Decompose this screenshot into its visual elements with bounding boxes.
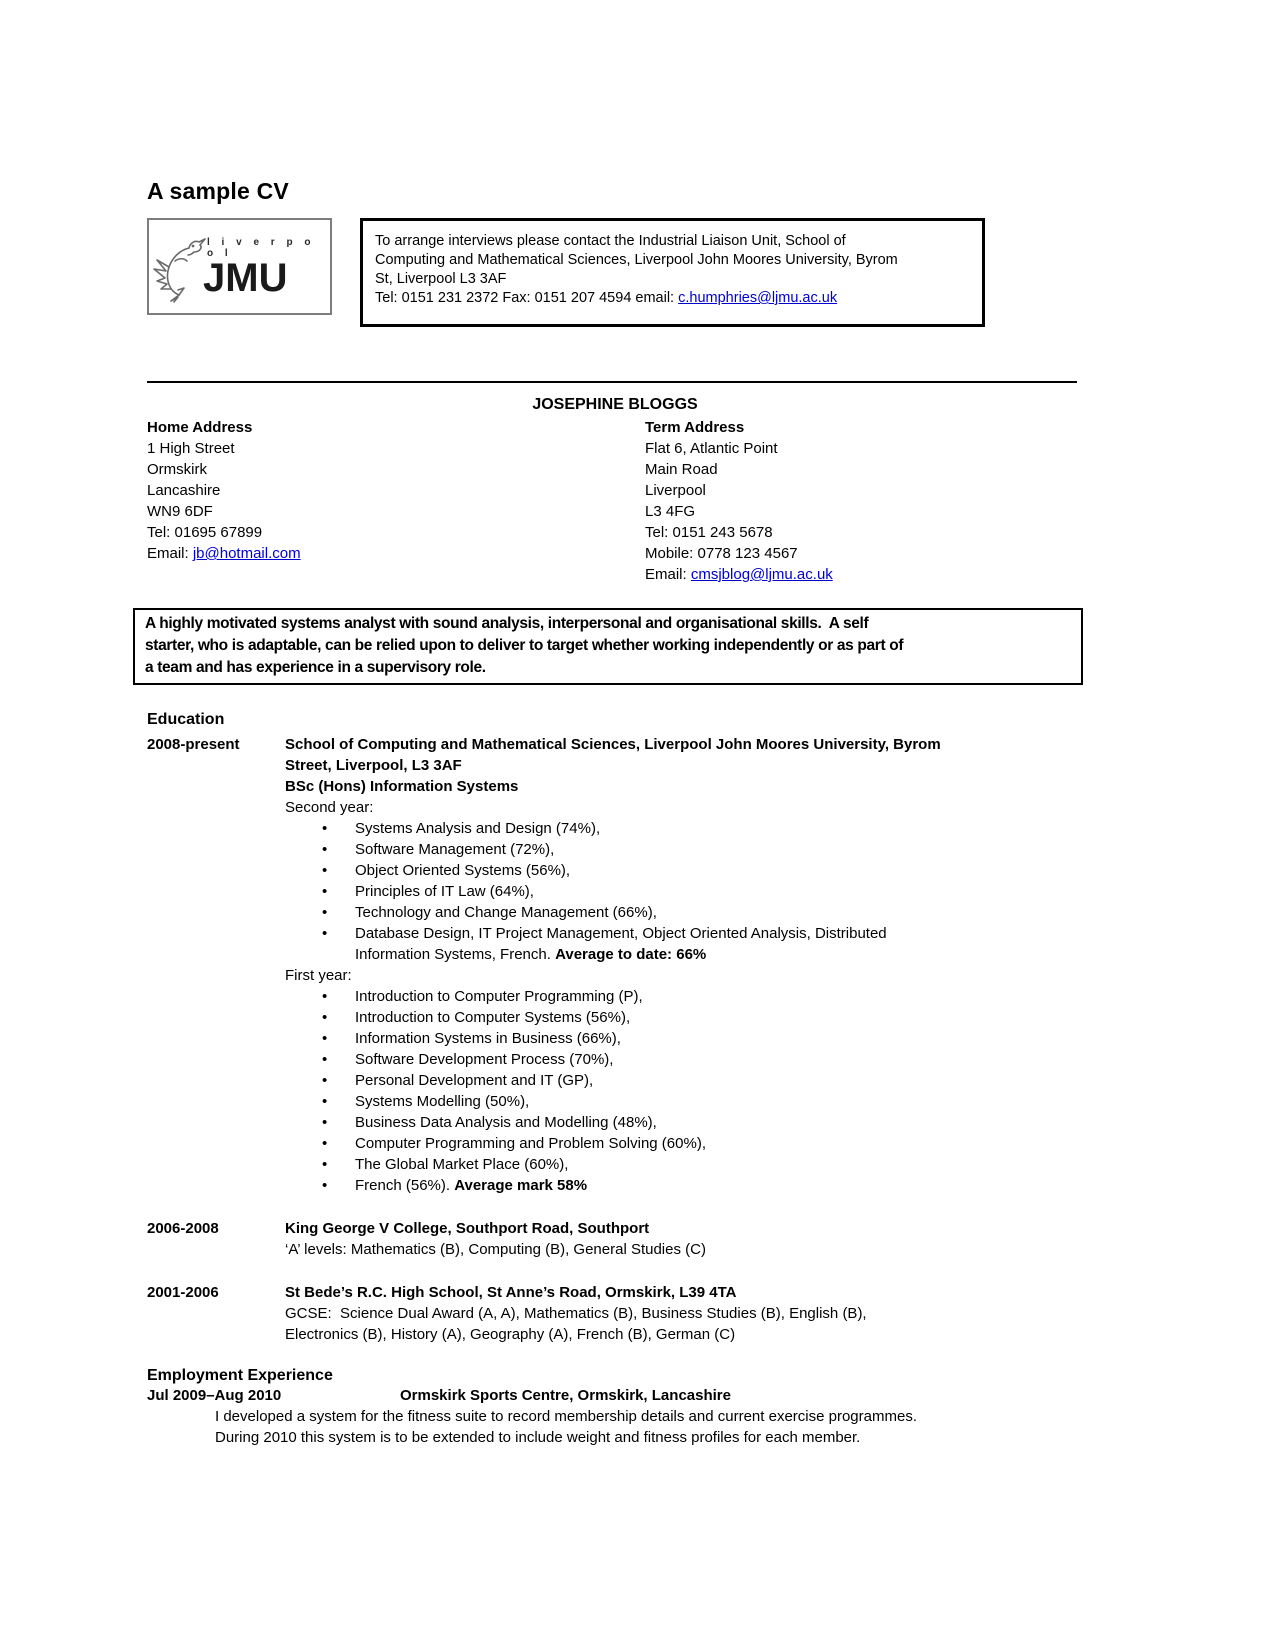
university-title-line: School of Computing and Mathematical Sciences, Liverpool John Moores University, Byrom [285, 736, 941, 753]
term-address-lines [645, 438, 833, 564]
module-item [355, 1091, 955, 1112]
module-item [355, 902, 955, 923]
module-item [355, 818, 955, 839]
home-address-lines [147, 438, 1083, 543]
module-average: Average mark 58% [454, 1177, 588, 1194]
college-title: King George V College, Southport Road, Southport [285, 1220, 650, 1237]
education-date: 2006-2008 [147, 1220, 219, 1237]
university-title-line: Street, Liverpool, L3 3AF [285, 757, 462, 774]
term-email-label: Email: [645, 566, 691, 583]
module-item [355, 1070, 955, 1091]
module-text: French (56%). [355, 1177, 455, 1194]
module-text: Principles of IT Law (64%), [355, 883, 534, 900]
contact-box-line: St, Liverpool L3 3AF [375, 271, 507, 287]
module-item [355, 1007, 955, 1028]
home-address-title: Home Address [147, 419, 253, 436]
module-text: Object Oriented Systems (56%), [355, 862, 571, 879]
logo-jmu-label: JMU [203, 255, 288, 300]
module-item [355, 1175, 955, 1196]
home-address-line: Tel: 01695 67899 [147, 524, 263, 541]
module-text: Systems Modelling (50%), [355, 1093, 530, 1110]
module-item [355, 1133, 955, 1154]
education-entry-school [147, 1282, 1083, 1345]
module-text: Information Systems in Business (66%), [355, 1030, 621, 1047]
term-address-line: L3 4FG [645, 503, 696, 520]
module-item [355, 986, 955, 1007]
module-text: Introduction to Computer Programming (P), [355, 988, 643, 1005]
school-detail-line: GCSE: Science Dual Award (A, A), Mathematics (B), Business Studies (B), English (B), [285, 1305, 867, 1322]
module-item [355, 1049, 955, 1070]
page-title: A sample CV [147, 178, 289, 204]
module-text: Computer Programming and Problem Solving (60%), [355, 1135, 706, 1152]
employment-description-line: During 2010 this system is to be extended to include weight and fitness profiles for each member. [215, 1429, 861, 1446]
college-detail: ‘A’ levels: Mathematics (B), Computing (B), General Studies (C) [285, 1241, 706, 1258]
term-email-link[interactable]: cmsjblog@ljmu.ac.uk [690, 566, 833, 583]
person-name: JOSEPHINE BLOGGS [532, 396, 698, 413]
first-year-label: First year: [285, 967, 352, 984]
contact-tel-text: Tel: 0151 231 2372 Fax: 0151 207 4594 email: [375, 290, 679, 306]
module-item [355, 839, 955, 860]
term-address-title: Term Address [645, 419, 745, 436]
jmu-logo-text [203, 236, 330, 300]
term-address-line: Flat 6, Atlantic Point [645, 440, 778, 457]
degree-title: BSc (Hons) Information Systems [285, 778, 519, 795]
module-item [355, 881, 955, 902]
education-body [285, 1282, 1083, 1345]
school-title: St Bede’s R.C. High School, St Anne’s Road, Ormskirk, L39 4TA [285, 1284, 737, 1301]
school-detail-lines [285, 1303, 1083, 1345]
jmu-logo [147, 218, 332, 315]
module-text: Introduction to Computer Systems (56%), [355, 1009, 631, 1026]
contact-box-line: To arrange interviews please contact the Industrial Liaison Unit, School of [375, 233, 846, 249]
logo-liverpool-label: l i v e r p o o l [207, 236, 315, 259]
employment-description-lines [215, 1406, 1083, 1448]
module-item [355, 1028, 955, 1049]
first-year-modules [285, 986, 1083, 1196]
contact-box-line: Computing and Mathematical Sciences, Liverpool John Moores University, Byrom [375, 252, 898, 268]
horizontal-rule [147, 381, 1077, 383]
home-address-line: Ormskirk [147, 461, 207, 478]
education-entry-college [147, 1218, 1083, 1260]
education-date: 2008-present [147, 736, 240, 753]
module-text: Personal Development and IT (GP), [355, 1072, 594, 1089]
employment-description [215, 1406, 1083, 1448]
module-text: Software Management (72%), [355, 841, 555, 858]
module-text: Database Design, IT Project Management, Object Oriented Analysis, Distributed Information Systems, French. [355, 925, 887, 963]
liver-bird-icon [149, 231, 207, 303]
education-body [285, 1218, 1083, 1260]
term-address-line: Main Road [645, 461, 718, 478]
module-text: Systems Analysis and Design (74%), [355, 820, 601, 837]
education-entry-university [147, 734, 1083, 1196]
header-row [147, 218, 1083, 327]
term-address-line: Mobile: 0778 123 4567 [645, 545, 798, 562]
contact-box-tel-line [375, 289, 970, 308]
home-address-line: 1 High Street [147, 440, 235, 457]
module-item [355, 1112, 955, 1133]
summary-line: A highly motivated systems analyst with sound analysis, interpersonal and organisational skills. A self [145, 615, 869, 632]
profile-summary-box [133, 608, 1083, 685]
education-date: 2001-2006 [147, 1284, 219, 1301]
module-item [355, 923, 955, 965]
interview-contact-box [360, 218, 985, 327]
term-address-block [645, 417, 833, 585]
addresses-section [147, 417, 1083, 583]
module-text: Software Development Process (70%), [355, 1051, 614, 1068]
employment-place: Ormskirk Sports Centre, Ormskirk, Lancashire [400, 1387, 731, 1404]
term-address-line: Liverpool [645, 482, 706, 499]
term-email-line [645, 564, 833, 585]
module-item [355, 860, 955, 881]
contact-email-link[interactable]: c.humphries@ljmu.ac.uk [678, 290, 838, 306]
employment-description-line: I developed a system for the fitness suite to record membership details and current exercise programmes. [215, 1408, 917, 1425]
cv-content [147, 178, 1083, 1448]
home-address-block [147, 417, 1083, 564]
employment-date: Jul 2009–Aug 2010 [147, 1387, 282, 1404]
home-address-line: Lancashire [147, 482, 221, 499]
employment-entry [147, 1385, 1083, 1406]
home-email-link[interactable]: jb@hotmail.com [192, 545, 301, 562]
module-average: Average to date: 66% [555, 946, 707, 963]
education-heading: Education [147, 711, 225, 728]
second-year-label: Second year: [285, 799, 374, 816]
employment-heading: Employment Experience [147, 1367, 333, 1384]
education-body [285, 734, 1083, 1196]
summary-line: starter, who is adaptable, can be relied upon to deliver to target whether working independently or as part of [145, 637, 904, 654]
summary-line: a team and has experience in a supervisory role. [145, 659, 486, 676]
contact-box-lines [375, 232, 970, 289]
home-email-line [147, 543, 1083, 564]
term-address-line: Tel: 0151 243 5678 [645, 524, 773, 541]
second-year-modules [285, 818, 1083, 965]
school-detail-line: Electronics (B), History (A), Geography (A), French (B), German (C) [285, 1326, 736, 1343]
home-address-line: WN9 6DF [147, 503, 213, 520]
module-text: Technology and Change Management (66%), [355, 904, 657, 921]
module-text: Business Data Analysis and Modelling (48%), [355, 1114, 657, 1131]
module-text: The Global Market Place (60%), [355, 1156, 569, 1173]
home-email-label: Email: [147, 545, 193, 562]
university-title-lines [285, 734, 1083, 776]
summary-lines [145, 613, 1071, 679]
module-item [355, 1154, 955, 1175]
